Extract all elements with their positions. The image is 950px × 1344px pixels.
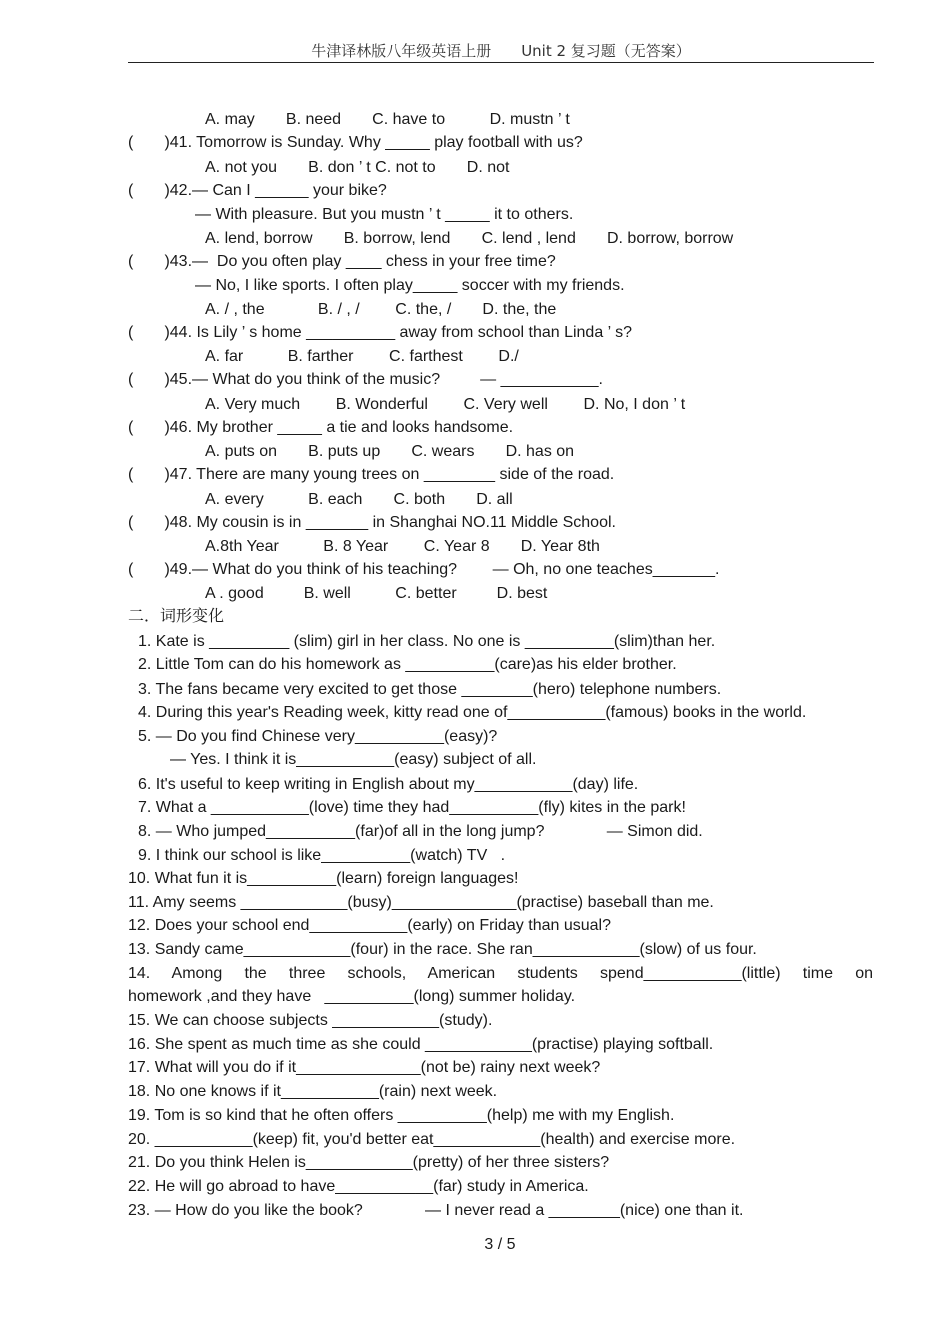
q46-options: A. puts on B. puts up C. wears D. has on: [205, 443, 575, 460]
q40-options: A. may B. need C. have to D. mustn ’ t: [205, 111, 570, 128]
q44-options: A. far B. farther C. farthest D./: [205, 348, 519, 365]
q45-options: A. Very much B. Wonderful C. Very well D. No, I don ’ t: [205, 396, 686, 413]
item-14-continued: homework ,and they have __________(long) summer holiday.: [128, 988, 576, 1005]
q43-question: ( )43.— Do you often play ____ chess in your free time?: [128, 253, 556, 270]
item-8: 8. — Who jumped__________(far)of all in the long jump? — Simon did.: [138, 823, 703, 840]
q48-options: A.8th Year B. 8 Year C. Year 8 D. Year 8th: [205, 538, 600, 555]
item-4: 4. During this year's Reading week, kitty read one of___________(famous) books in the world.: [138, 704, 807, 721]
q42-response: — With pleasure. But you mustn ’ t _____ it to others.: [195, 206, 574, 223]
item-3: 3. The fans became very excited to get those ________(hero) telephone numbers.: [138, 681, 722, 698]
q41-options: A. not you B. don ’ t C. not to D. not: [205, 159, 510, 176]
q42-options: A. lend, borrow B. borrow, lend C. lend , lend D. borrow, borrow: [205, 230, 734, 247]
page-header-title: 牛津译林版八年级英语上册 Unit 2 复习题（无答案）: [311, 42, 691, 60]
q46-question: ( )46. My brother _____ a tie and looks handsome.: [128, 419, 514, 436]
q47-options: A. every B. each C. both D. all: [205, 491, 513, 508]
item-18: 18. No one knows if it___________(rain) next week.: [128, 1083, 498, 1100]
item-17: 17. What will you do if it______________(not be) rainy next week?: [128, 1059, 601, 1076]
q45-question: ( )45.— What do you think of the music? — ___________.: [128, 371, 603, 388]
item-19: 19. Tom is so kind that he often offers __________(help) me with my English.: [128, 1107, 675, 1124]
q47-question: ( )47. There are many young trees on ________ side of the road.: [128, 466, 615, 483]
item-14: 14. Among the three schools, American students spend___________(little) time on: [128, 965, 873, 982]
item-2: 2. Little Tom can do his homework as __________(care)as his elder brother.: [138, 656, 677, 673]
q42-question: ( )42.— Can I ______ your bike?: [128, 182, 387, 199]
item-23: 23. — How do you like the book? — I never read a ________(nice) one than it.: [128, 1202, 744, 1219]
item-20: 20. ___________(keep) fit, you'd better eat____________(health) and exercise more.: [128, 1131, 736, 1148]
q49-question: ( )49.— What do you think of his teaching? — Oh, no one teaches_______.: [128, 561, 720, 578]
section-title-word-forms: 二．词形变化: [128, 606, 225, 625]
item-1: 1. Kate is _________ (slim) girl in her class. No one is __________(slim)than her.: [138, 633, 716, 650]
q43-response: — No, I like sports. I often play_____ soccer with my friends.: [195, 277, 625, 294]
item-22: 22. He will go abroad to have___________(far) study in America.: [128, 1178, 589, 1195]
item-5-response: — Yes. I think it is___________(easy) subject of all.: [170, 751, 537, 768]
header-divider: [128, 62, 874, 63]
q43-options: A. / , the B. / , / C. the, / D. the, the: [205, 301, 557, 318]
item-21: 21. Do you think Helen is____________(pretty) of her three sisters?: [128, 1154, 610, 1171]
item-15: 15. We can choose subjects ____________(study).: [128, 1012, 493, 1029]
item-13: 13. Sandy came____________(four) in the race. She ran____________(slow) of us four.: [128, 941, 757, 958]
item-12: 12. Does your school end___________(early) on Friday than usual?: [128, 917, 611, 934]
item-5: 5. — Do you find Chinese very__________(easy)?: [138, 728, 498, 745]
item-10: 10. What fun it is__________(learn) foreign languages!: [128, 870, 519, 887]
q44-question: ( )44. Is Lily ’ s home __________ away from school than Linda ’ s?: [128, 324, 632, 341]
item-11: 11. Amy seems ____________(busy)______________(practise) baseball than me.: [128, 894, 714, 911]
item-7: 7. What a ___________(love) time they had__________(fly) kites in the park!: [138, 799, 686, 816]
item-16: 16. She spent as much time as she could ____________(practise) playing softball.: [128, 1036, 714, 1053]
page-number: 3 / 5: [484, 1236, 516, 1253]
item-6: 6. It's useful to keep writing in English about my___________(day) life.: [138, 776, 639, 793]
item-9: 9. I think our school is like__________(watch) TV .: [138, 847, 506, 864]
q48-question: ( )48. My cousin is in _______ in Shanghai NO.11 Middle School.: [128, 514, 616, 531]
q41-question: ( )41. Tomorrow is Sunday. Why _____ play football with us?: [128, 134, 583, 151]
q49-options: A . good B. well C. better D. best: [205, 585, 548, 602]
